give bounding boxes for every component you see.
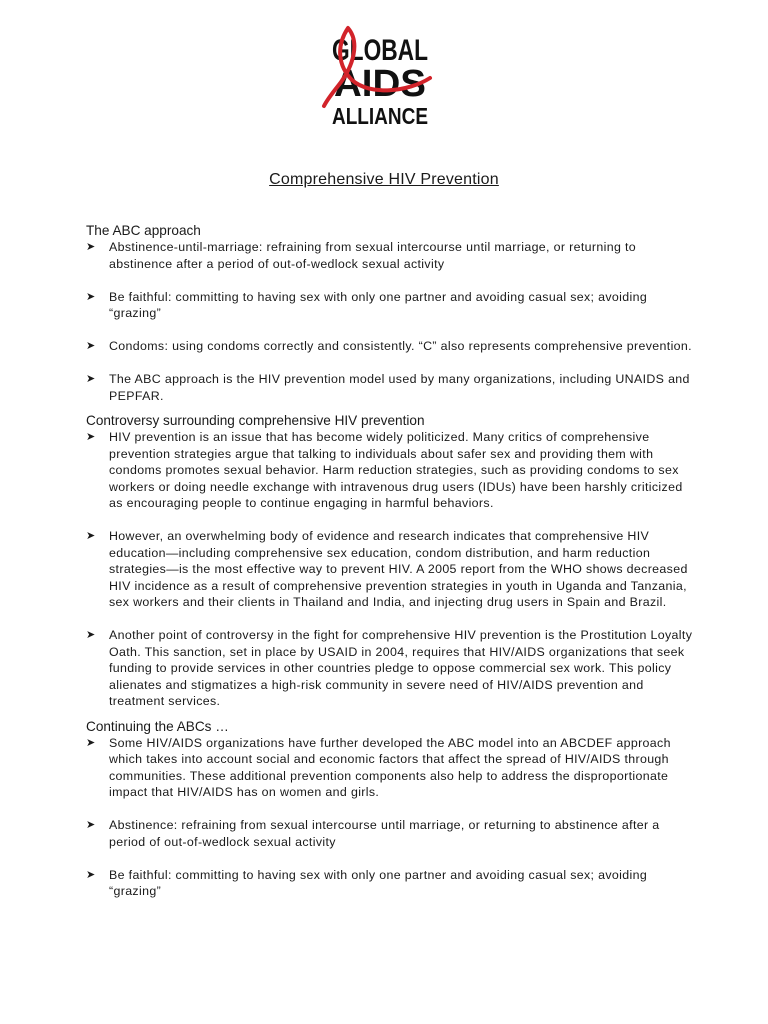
arrowhead-bullet-icon: ➤ bbox=[86, 373, 96, 385]
bullet-list bbox=[86, 429, 698, 710]
section-controversy bbox=[86, 412, 698, 710]
global-aids-alliance-logo bbox=[318, 26, 442, 130]
list-item-text: HIV prevention is an issue that has become widely politicized. Many critics of comprehensive prevention strategies argue that talking to individuals about safer sex and providing them with condoms promotes sexual behavior. Harm reduction strategies, such as providing condoms to sex workers or doing needle exchange with intravenous drug users (IDUs) have been harshly criticized as encouraging people to continue engaging in harmful behaviors. bbox=[109, 430, 683, 510]
list-item-text: Some HIV/AIDS organizations have further developed the ABC model into an ABCDEF approach which takes into account social and economic factors that affect the spread of HIV/AIDS through communities. These additional prevention components also help to address the disproportionate impact that HIV/AIDS has on women and girls. bbox=[109, 735, 671, 799]
arrowhead-bullet-icon: ➤ bbox=[86, 530, 96, 542]
arrowhead-bullet-icon: ➤ bbox=[86, 241, 96, 253]
section-abc-approach bbox=[86, 222, 698, 404]
list-item bbox=[86, 371, 698, 404]
arrowhead-bullet-icon: ➤ bbox=[86, 290, 96, 303]
logo-line3: ALLIANCE bbox=[332, 103, 428, 129]
document-title: Comprehensive HIV Prevention bbox=[269, 171, 499, 188]
list-item bbox=[86, 735, 698, 801]
list-item-text: Be faithful: committing to having sex with only one partner and avoiding casual sex; avoiding “grazing” bbox=[109, 867, 648, 898]
arrowhead-bullet-icon: ➤ bbox=[86, 736, 96, 749]
list-item-text: The ABC approach is the HIV prevention model used by many organizations, including UNAIDS and PEPFAR. bbox=[109, 372, 690, 403]
bullet-list bbox=[86, 735, 698, 900]
arrowhead-bullet-icon: ➤ bbox=[86, 431, 96, 443]
list-item-text: Be faithful: committing to having sex with only one partner and avoiding casual sex; avoiding “grazing” bbox=[109, 289, 648, 320]
list-item bbox=[86, 627, 698, 710]
logo-line1: GLOBAL bbox=[332, 34, 428, 67]
section-heading: The ABC approach bbox=[86, 223, 201, 238]
arrowhead-bullet-icon: ➤ bbox=[86, 629, 96, 641]
document-body bbox=[86, 222, 698, 908]
list-item bbox=[86, 239, 698, 272]
list-item-text: However, an overwhelming body of evidence and research indicates that comprehensive HIV education—including comprehensive sex education, condom distribution, and harm reduction strategies—is the most effective way to prevent HIV. A 2005 report from the WHO shows decreased HIV incidence as a result of comprehensive prevention strategies in youth in Uganda and Tanzania, sex workers and their clients in Thailand and India, and injecting drug users in Spain and Brazil. bbox=[109, 529, 688, 609]
arrowhead-bullet-icon: ➤ bbox=[86, 868, 96, 881]
logo-line2: AIDS bbox=[334, 63, 426, 105]
section-heading: Continuing the ABCs … bbox=[86, 718, 229, 734]
list-item bbox=[86, 528, 698, 611]
arrowhead-bullet-icon: ➤ bbox=[86, 340, 96, 352]
list-item bbox=[86, 289, 698, 322]
section-continuing-abcs bbox=[86, 718, 698, 900]
bullet-list bbox=[86, 239, 698, 404]
list-item-text: Another point of controversy in the fight for comprehensive HIV prevention is the Prostitution Loyalty Oath. This sanction, set in place by USAID in 2004, requires that HIV/AIDS organizations that seek funding to provide services in other countries pledge to oppose commercial sex work. This policy alienates and stigmatizes a high-risk community in severe need of HIV/AIDS prevention and treatment services. bbox=[109, 628, 693, 708]
section-heading: Controversy surrounding comprehensive HIV prevention bbox=[86, 413, 425, 428]
list-item-text: Abstinence: refraining from sexual intercourse until marriage, or returning to abstinence after a period of out-of-wedlock sexual activity bbox=[109, 818, 660, 849]
list-item-text: Abstinence-until-marriage: refraining from sexual intercourse until marriage, or returning to abstinence after a period of out-of-wedlock sexual activity bbox=[109, 240, 637, 271]
list-item bbox=[86, 338, 698, 355]
list-item bbox=[86, 867, 698, 900]
list-item bbox=[86, 429, 698, 512]
list-item-text: Condoms: using condoms correctly and consistently. “C” also represents comprehensive prevention. bbox=[109, 339, 692, 353]
arrowhead-bullet-icon: ➤ bbox=[86, 819, 96, 831]
list-item bbox=[86, 817, 698, 850]
